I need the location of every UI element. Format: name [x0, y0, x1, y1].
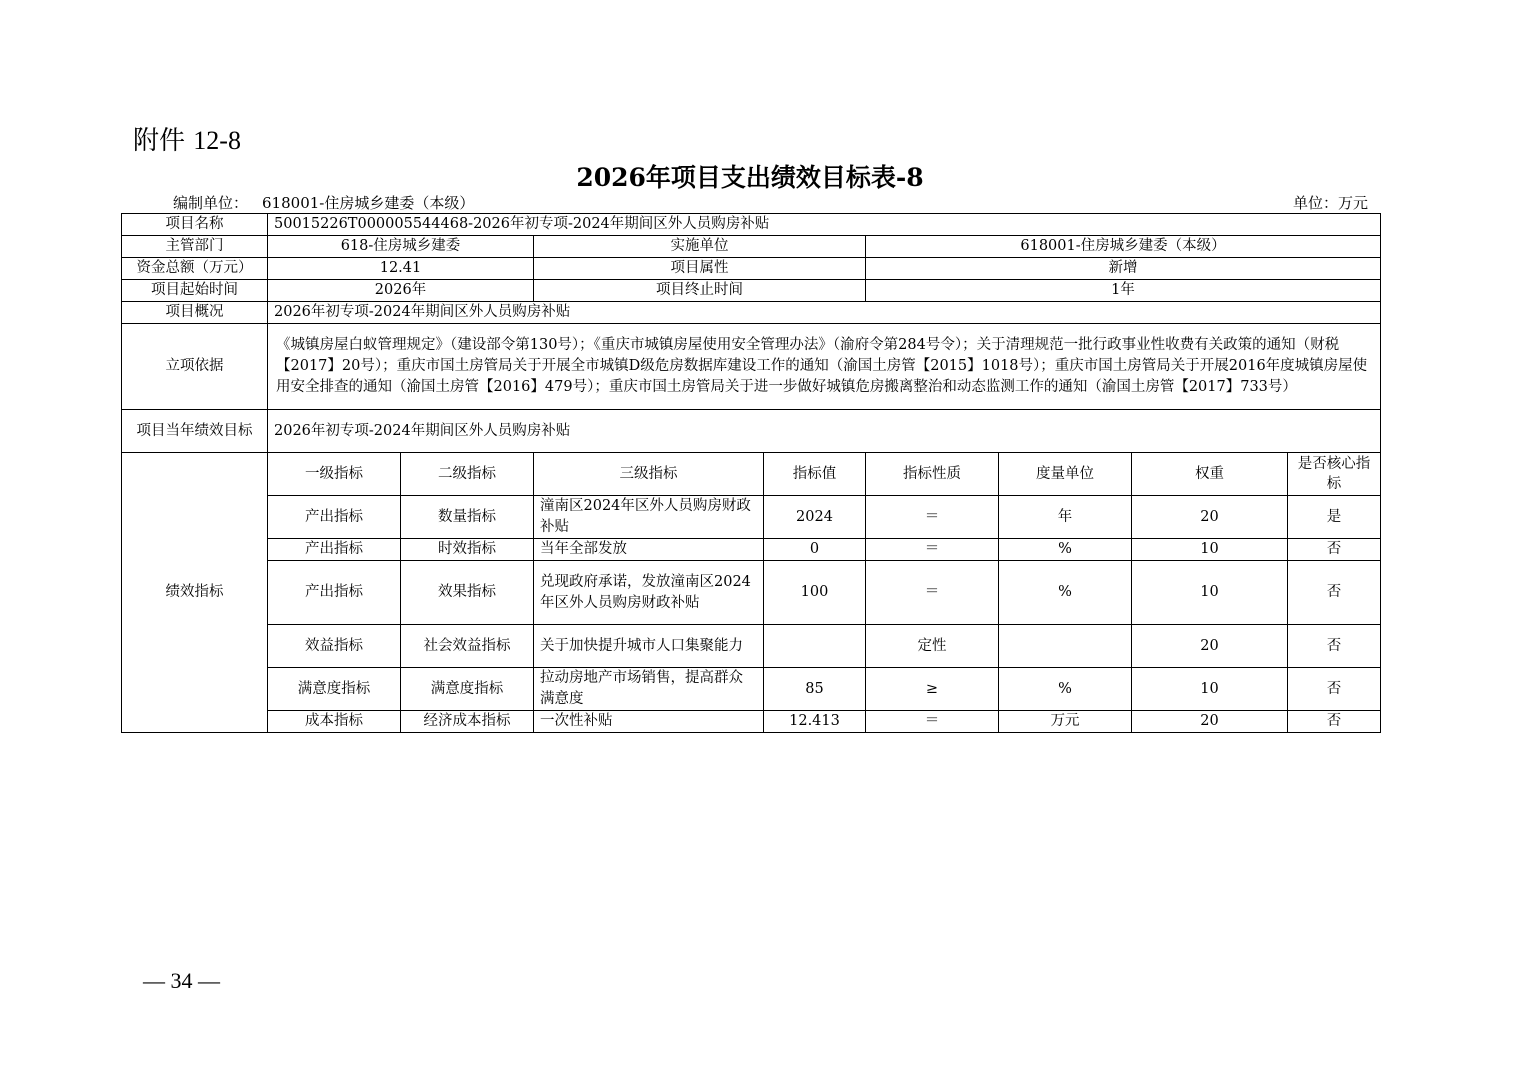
indicator-unit: 年: [999, 496, 1132, 539]
indicator-core: 否: [1288, 668, 1381, 711]
indicator-unit: 万元: [999, 711, 1132, 733]
indicator-nature: ＝: [866, 496, 999, 539]
indicator-core: 是: [1288, 496, 1381, 539]
indicator-l3: 关于加快提升城市人口集聚能力: [534, 625, 764, 668]
dept-label: 主管部门: [122, 236, 268, 258]
goal-label: 项目当年绩效目标: [122, 410, 268, 453]
indicator-row: [122, 561, 1381, 625]
indicator-row: [122, 496, 1381, 539]
indicator-l2: 数量指标: [401, 496, 534, 539]
basis-value: 《城镇房屋白蚁管理规定》（建设部令第130号）；《重庆市城镇房屋使用安全管理办法》（渝府令第284号令）；关于清理规范一批行政事业性收费有关政策的通知（财税【2017】20号）；重庆市国土房管局关于开展全市城镇D级危房数据库建设工作的通知（渝国土房管【2015】1018号）；重庆市国土房管局关于开展2016年度城镇房屋使用安全排查的通知（渝国土房管【2016】479号）；重庆市国土房管局关于进一步做好城镇危房搬离整治和动态监测工作的通知（渝国土房管【2017】733号）: [268, 324, 1381, 410]
indicator-unit: [999, 625, 1132, 668]
compiling-unit: [173, 192, 474, 213]
indicator-l1: 成本指标: [268, 711, 401, 733]
indicator-l1: 产出指标: [268, 561, 401, 625]
indicator-row: [122, 711, 1381, 733]
page-number: — 34 —: [143, 968, 220, 993]
indicator-nature: 定性: [866, 625, 999, 668]
row-overview: [122, 302, 1381, 324]
end-value: 1年: [866, 280, 1381, 302]
indicator-core: 否: [1288, 711, 1381, 733]
impl-unit-value: 618001-住房城乡建委（本级）: [866, 236, 1381, 258]
indicator-value: 100: [764, 561, 866, 625]
indicator-l3: 拉动房地产市场销售，提高群众满意度: [534, 668, 764, 711]
indicator-nature: ＝: [866, 711, 999, 733]
indicator-l2: 满意度指标: [401, 668, 534, 711]
indicator-l3: 当年全部发放: [534, 539, 764, 561]
indicator-core: 否: [1288, 539, 1381, 561]
indicator-l2: 社会效益指标: [401, 625, 534, 668]
row-project-name: [122, 214, 1381, 236]
indicator-l1: 产出指标: [268, 496, 401, 539]
header-l1: 一级指标: [268, 453, 401, 496]
row-fund: [122, 258, 1381, 280]
overview-value: 2026年初专项-2024年期间区外人员购房补贴: [268, 302, 1381, 324]
indicator-row: [122, 625, 1381, 668]
project-name-label: 项目名称: [122, 214, 268, 236]
indicator-weight: 10: [1132, 668, 1288, 711]
indicator-l3: 兑现政府承诺，发放潼南区2024年区外人员购房财政补贴: [534, 561, 764, 625]
indicator-l1: 效益指标: [268, 625, 401, 668]
indicator-l3: 潼南区2024年区外人员购房财政补贴: [534, 496, 764, 539]
header-l2: 二级指标: [401, 453, 534, 496]
page-title: 2026年项目支出绩效目标表-8: [576, 163, 924, 192]
indicator-weight: 10: [1132, 539, 1288, 561]
header-nature: 指标性质: [866, 453, 999, 496]
impl-unit-label: 实施单位: [534, 236, 866, 258]
indicator-nature: ＝: [866, 539, 999, 561]
compiling-unit-label: 编制单位：: [173, 194, 249, 212]
basis-label: 立项依据: [122, 324, 268, 410]
indicator-l1: 产出指标: [268, 539, 401, 561]
goal-value: 2026年初专项-2024年期间区外人员购房补贴: [268, 410, 1381, 453]
project-name-value: 50015226T000005544468-2026年初专项-2024年期间区外人员购房补贴: [268, 214, 1381, 236]
indicator-nature: ＝: [866, 561, 999, 625]
indicator-value: 12.413: [764, 711, 866, 733]
indicator-row: [122, 668, 1381, 711]
indicator-section-label: 绩效指标: [122, 453, 268, 733]
attr-label: 项目属性: [534, 258, 866, 280]
indicator-header-row: [122, 453, 1381, 496]
indicator-l3: 一次性补贴: [534, 711, 764, 733]
header-core: 是否核心指标: [1288, 453, 1381, 496]
attr-value: 新增: [866, 258, 1381, 280]
fund-value: 12.41: [268, 258, 534, 280]
indicator-l2: 经济成本指标: [401, 711, 534, 733]
fund-label: 资金总额（万元）: [122, 258, 268, 280]
indicator-weight: 20: [1132, 711, 1288, 733]
header-value: 指标值: [764, 453, 866, 496]
start-value: 2026年: [268, 280, 534, 302]
indicator-value: 85: [764, 668, 866, 711]
indicator-unit: %: [999, 668, 1132, 711]
indicator-l1: 满意度指标: [268, 668, 401, 711]
indicator-core: 否: [1288, 625, 1381, 668]
indicator-unit: %: [999, 539, 1132, 561]
header-l3: 三级指标: [534, 453, 764, 496]
indicator-row: [122, 539, 1381, 561]
indicator-weight: 20: [1132, 625, 1288, 668]
end-label: 项目终止时间: [534, 280, 866, 302]
indicator-value: 0: [764, 539, 866, 561]
header-unit: 度量单位: [999, 453, 1132, 496]
attachment-label: 附件 12-8: [133, 126, 241, 156]
performance-table: [121, 213, 1381, 733]
header-weight: 权重: [1132, 453, 1288, 496]
row-goal: [122, 410, 1381, 453]
unit-label: 单位：万元: [1292, 194, 1368, 212]
indicator-value: 2024: [764, 496, 866, 539]
indicator-weight: 20: [1132, 496, 1288, 539]
indicator-value: [764, 625, 866, 668]
indicator-weight: 10: [1132, 561, 1288, 625]
indicator-l2: 时效指标: [401, 539, 534, 561]
indicator-nature: ≥: [866, 668, 999, 711]
compiling-unit-value: 618001-住房城乡建委（本级）: [262, 194, 475, 212]
row-basis: [122, 324, 1381, 410]
row-time: [122, 280, 1381, 302]
row-dept: [122, 236, 1381, 258]
start-label: 项目起始时间: [122, 280, 268, 302]
indicator-unit: %: [999, 561, 1132, 625]
indicator-l2: 效果指标: [401, 561, 534, 625]
attachment-number: 12-8: [193, 126, 241, 155]
overview-label: 项目概况: [122, 302, 268, 324]
indicator-core: 否: [1288, 561, 1381, 625]
dept-value: 618-住房城乡建委: [268, 236, 534, 258]
